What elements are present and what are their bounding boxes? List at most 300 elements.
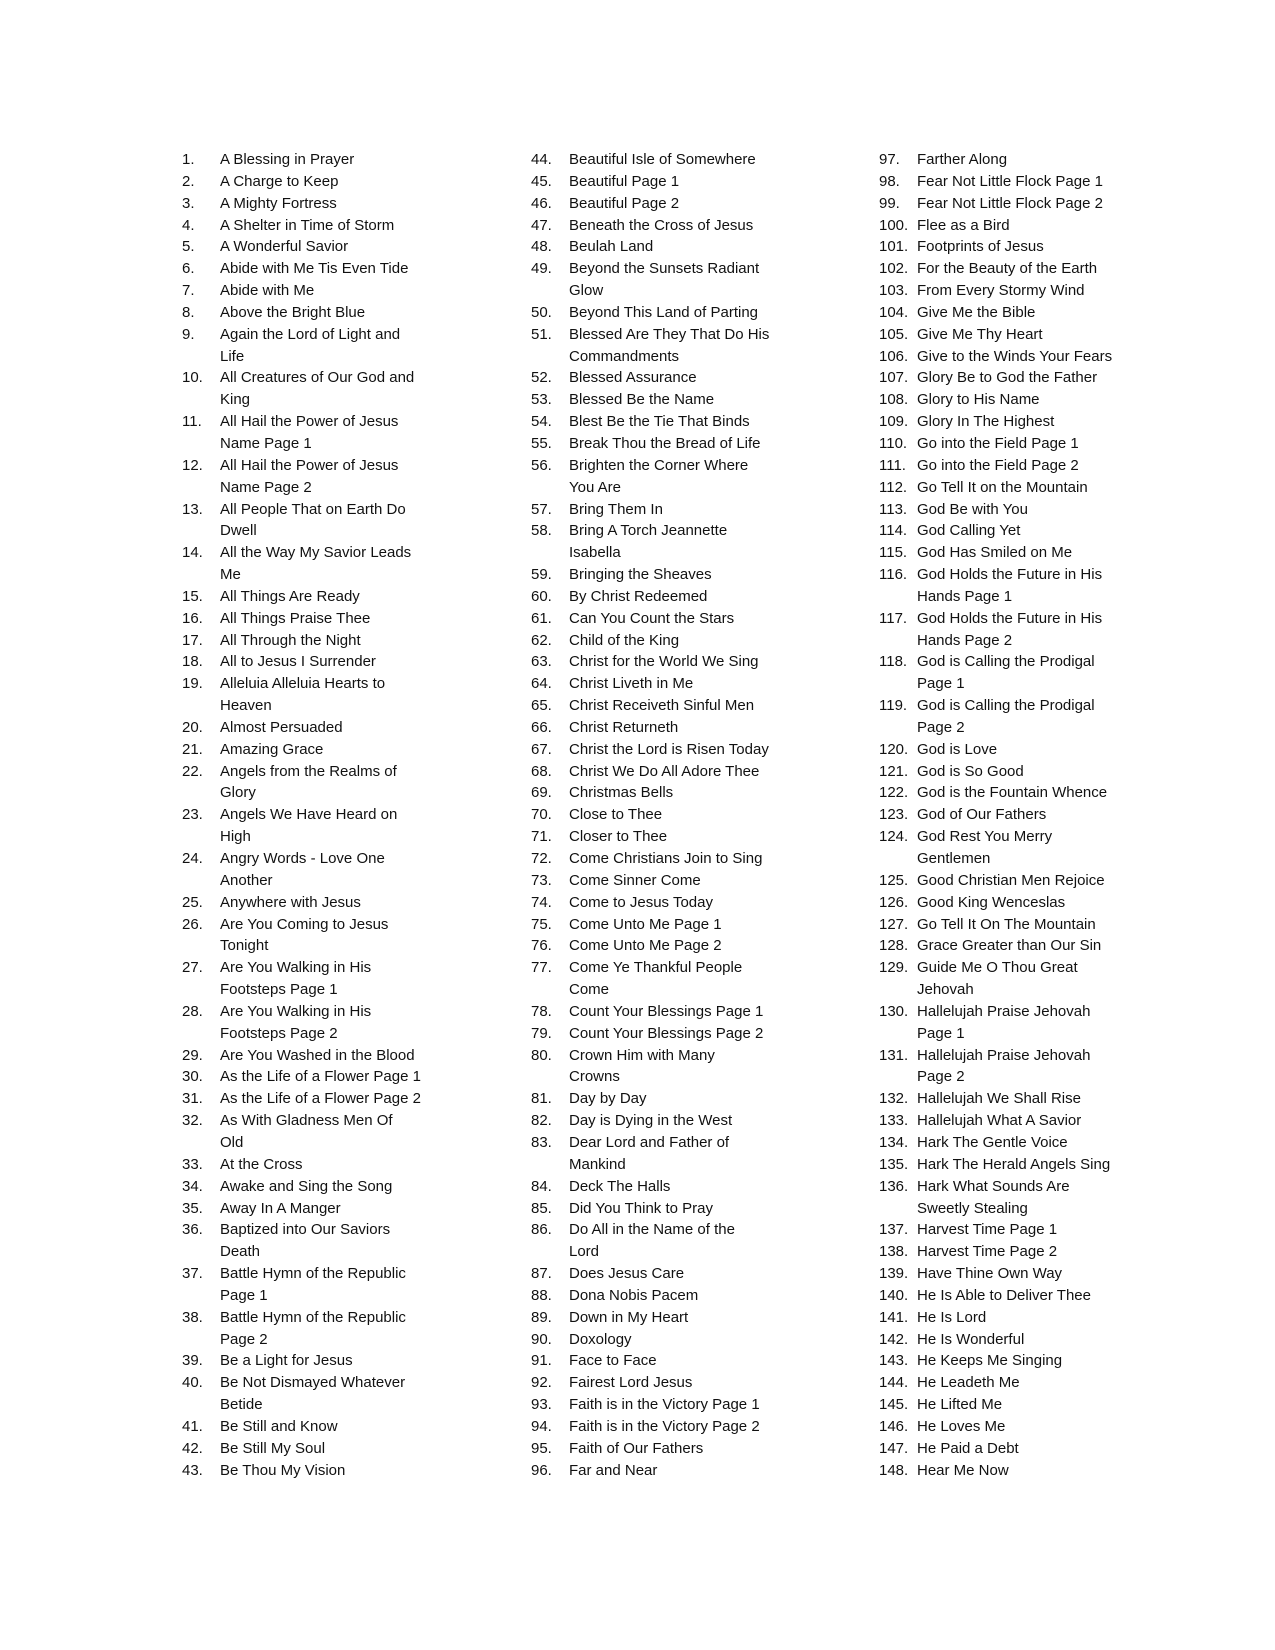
hymn-number: 101. — [879, 238, 909, 256]
hymn-number: 60. — [531, 587, 552, 605]
hymn-title-line: Fear Not Little Flock Page 1 — [917, 172, 1103, 190]
hymn-entry — [879, 1241, 1209, 1263]
hymn-number: 61. — [531, 609, 552, 627]
hymn-number: 89. — [531, 1308, 552, 1326]
hymn-number: 104. — [879, 303, 909, 321]
hymn-title-line: For the Beauty of the Earth — [917, 260, 1098, 278]
hymn-entry — [182, 236, 512, 258]
hymn-entry — [879, 1263, 1209, 1285]
hymn-title-line: Page 1 — [220, 1286, 268, 1304]
hymn-entry — [531, 193, 861, 215]
hymn-title-line: God is So Good — [917, 762, 1024, 780]
hymn-title-line: Hark The Gentle Voice — [917, 1133, 1068, 1151]
hymn-entry — [879, 782, 1209, 804]
hymn-title-line: Christ Liveth in Me — [569, 675, 694, 693]
hymn-entry — [531, 564, 861, 586]
hymn-number: 141. — [879, 1308, 909, 1326]
hymn-entry — [879, 302, 1209, 324]
hymn-number: 118. — [879, 653, 908, 671]
hymn-title-line: Tonight — [220, 937, 269, 955]
hymn-entry — [879, 389, 1209, 411]
hymn-number: 111. — [879, 456, 906, 474]
hymn-number: 53. — [531, 391, 552, 409]
hymn-entry — [531, 1307, 861, 1329]
hymn-title-line: Hallelujah What A Savior — [917, 1112, 1082, 1130]
hymn-number: 45. — [531, 172, 552, 190]
hymn-entry — [879, 477, 1209, 499]
hymn-number: 24. — [182, 850, 203, 867]
hymn-title-line: Faith is in the Victory Page 2 — [569, 1417, 760, 1435]
hymn-entry — [182, 455, 512, 499]
hymn-entry — [879, 957, 1209, 1001]
hymn-number: 99. — [879, 194, 900, 212]
hymn-entry — [182, 1176, 512, 1198]
hymn-entry — [182, 215, 512, 237]
hymn-number: 2. — [182, 172, 195, 190]
hymn-entry — [182, 1198, 512, 1220]
hymn-number: 16. — [182, 609, 203, 627]
hymn-title-line: Blessed Assurance — [569, 369, 697, 387]
hymn-number: 130. — [879, 1002, 909, 1020]
hymn-title-line: Isabella — [569, 544, 621, 562]
hymn-title-line: A Charge to Keep — [220, 172, 339, 190]
hymn-title-line: Page 1 — [917, 675, 965, 693]
hymn-title-line: Name Page 2 — [220, 478, 312, 496]
hymn-title-line: Jehovah — [917, 981, 974, 999]
hymn-title-line: Faith is in the Victory Page 1 — [569, 1396, 760, 1414]
hymn-entry — [879, 1045, 1209, 1089]
hymn-entry — [531, 1132, 861, 1176]
hymn-number: 114. — [879, 522, 908, 540]
hymn-entry — [531, 957, 861, 1001]
hymn-title-line: Angels from the Realms of — [220, 762, 397, 780]
hymn-number: 43. — [182, 1461, 203, 1479]
hymn-title-line: As With Gladness Men Of — [220, 1112, 393, 1130]
hymn-entry — [182, 608, 512, 630]
hymn-title-line: God Holds the Future in His — [917, 609, 1103, 627]
hymn-entry — [531, 1438, 861, 1460]
hymn-title-line: Good King Wenceslas — [917, 893, 1066, 911]
hymn-title-line: As the Life of a Flower Page 1 — [220, 1068, 421, 1086]
hymn-number: 46. — [531, 194, 552, 212]
hymn-title-line: Christ the Lord is Risen Today — [569, 740, 769, 758]
hymn-title-line: A Wonderful Savior — [220, 238, 349, 256]
hymn-number: 77. — [531, 959, 552, 977]
hymn-title-line: Guide Me O Thou Great — [917, 959, 1078, 977]
hymn-title-line: At the Cross — [220, 1155, 303, 1173]
hymn-entry — [531, 1394, 861, 1416]
hymn-title-line: Brighten the Corner Where — [569, 456, 749, 474]
hymn-title-line: From Every Stormy Wind — [917, 282, 1085, 300]
hymn-number: 37. — [182, 1265, 203, 1283]
hymn-title-line: Glory In The Highest — [917, 413, 1055, 431]
hymn-number: 74. — [531, 893, 552, 911]
hymn-entry — [182, 761, 512, 805]
hymn-number: 34. — [182, 1177, 203, 1195]
hymn-number: 26. — [182, 915, 203, 933]
hymn-number: 76. — [531, 937, 552, 955]
hymn-entry — [531, 1285, 861, 1307]
hymn-entry — [531, 673, 861, 695]
hymn-title-line: Away In A Manger — [220, 1199, 341, 1217]
hymn-number: 108. — [879, 391, 909, 409]
hymn-title-line: Beyond the Sunsets Radiant — [569, 260, 760, 278]
hymn-title-line: He Is Lord — [917, 1308, 987, 1326]
hymn-number: 100. — [879, 216, 909, 234]
hymn-title-line: Child of the King — [569, 631, 680, 649]
hymn-title-line: Are You Walking in His — [220, 959, 372, 977]
hymn-entry — [182, 1088, 512, 1110]
hymn-title-line: Another — [220, 871, 273, 889]
hymn-title-line: All the Way My Savior Leads — [220, 544, 412, 562]
hymn-number: 42. — [182, 1439, 203, 1457]
hymn-entry — [879, 542, 1209, 564]
hymn-entry — [531, 433, 861, 455]
hymn-title-line: He Paid a Debt — [917, 1439, 1019, 1457]
hymn-entry — [879, 149, 1209, 171]
hymn-number: 40. — [182, 1374, 203, 1392]
hymn-number: 120. — [879, 740, 909, 758]
hymn-title-line: Me — [220, 566, 241, 584]
hymn-title-line: Dwell — [220, 522, 257, 540]
hymn-title-line: Come Christians Join to Sing — [569, 850, 763, 867]
hymn-title-line: Closer to Thee — [569, 828, 668, 846]
hymn-number: 13. — [182, 500, 203, 518]
hymn-number: 14. — [182, 544, 203, 562]
hymn-title-line: Crown Him with Many — [569, 1046, 715, 1064]
hymn-number: 132. — [879, 1090, 909, 1108]
hymn-number: 12. — [182, 456, 203, 474]
hymn-title-line: Hear Me Now — [917, 1461, 1009, 1479]
hymn-number: 135. — [879, 1155, 909, 1173]
hymn-entry — [531, 914, 861, 936]
hymn-number: 127. — [879, 915, 909, 933]
hymn-number: 147. — [879, 1439, 909, 1457]
hymn-number: 133. — [879, 1112, 909, 1130]
hymn-entry — [879, 411, 1209, 433]
hymn-title-line: By Christ Redeemed — [569, 587, 708, 605]
hymn-title-line: Be Not Dismayed Whatever — [220, 1374, 406, 1392]
hymn-number: 10. — [182, 369, 203, 387]
hymn-entry — [879, 1307, 1209, 1329]
hymn-title-line: Be Still and Know — [220, 1417, 338, 1435]
hymn-number: 65. — [531, 697, 552, 715]
hymn-number: 17. — [182, 631, 203, 649]
hymn-number: 28. — [182, 1002, 203, 1020]
hymn-title-line: Name Page 1 — [220, 434, 312, 452]
hymn-entry — [879, 1416, 1209, 1438]
hymn-number: 35. — [182, 1199, 203, 1217]
hymn-entry — [531, 258, 861, 302]
hymn-title-line: Day by Day — [569, 1090, 647, 1108]
hymn-title-line: Glow — [569, 282, 604, 300]
hymn-title-line: God of Our Fathers — [917, 806, 1047, 824]
hymn-number: 115. — [879, 544, 908, 562]
hymn-title-line: Hands Page 2 — [917, 631, 1013, 649]
hymn-title-line: A Shelter in Time of Storm — [220, 216, 395, 234]
hymn-number: 107. — [879, 369, 909, 387]
hymn-number: 84. — [531, 1177, 552, 1195]
hymn-title-line: Angels We Have Heard on — [220, 806, 398, 824]
hymn-entry — [879, 367, 1209, 389]
hymn-number: 93. — [531, 1396, 552, 1414]
hymn-entry — [182, 302, 512, 324]
hymn-entry — [879, 1154, 1209, 1176]
hymn-entry — [182, 1110, 512, 1154]
hymn-title-line: Do All in the Name of the — [569, 1221, 735, 1239]
hymn-number: 70. — [531, 806, 552, 824]
hymn-number: 73. — [531, 871, 552, 889]
hymn-number: 129. — [879, 959, 909, 977]
hymn-number: 113. — [879, 500, 908, 518]
hymn-title-line: Faith of Our Fathers — [569, 1439, 704, 1457]
hymn-title-line: Come Ye Thankful People — [569, 959, 743, 977]
hymn-entry — [182, 324, 512, 368]
hymn-entry — [182, 1460, 512, 1482]
hymn-number: 8. — [182, 303, 195, 321]
hymn-title-line: Glory — [220, 784, 256, 802]
hymn-title-line: Go into the Field Page 1 — [917, 434, 1079, 452]
hymn-entry — [531, 411, 861, 433]
hymn-entry — [531, 935, 861, 957]
hymn-number: 20. — [182, 718, 203, 736]
hymn-number: 102. — [879, 260, 909, 278]
hymn-number: 9. — [182, 325, 195, 343]
hymn-title-line: Christ Returneth — [569, 718, 679, 736]
hymn-number: 97. — [879, 151, 900, 168]
hymn-entry — [879, 1088, 1209, 1110]
hymn-title-line: As the Life of a Flower Page 2 — [220, 1090, 421, 1108]
hymn-number: 3. — [182, 194, 195, 212]
hymn-entry — [531, 1001, 861, 1023]
hymn-entry — [531, 1045, 861, 1089]
hymn-title-line: All Through the Night — [220, 631, 361, 649]
hymn-entry — [531, 367, 861, 389]
hymn-title-line: Alleluia Alleluia Hearts to — [220, 675, 386, 693]
hymn-number: 138. — [879, 1243, 909, 1261]
hymn-title-line: Death — [220, 1243, 261, 1261]
hymn-number: 82. — [531, 1112, 552, 1130]
hymn-entry — [182, 804, 512, 848]
hymn-number: 140. — [879, 1286, 909, 1304]
hymn-entry — [531, 695, 861, 717]
hymn-title-line: Hallelujah We Shall Rise — [917, 1090, 1081, 1108]
hymn-entry — [531, 739, 861, 761]
hymn-title-line: Dear Lord and Father of — [569, 1133, 730, 1151]
hymn-title-line: Break Thou the Bread of Life — [569, 434, 761, 452]
hymn-entry — [879, 1219, 1209, 1241]
hymn-title-line: Beulah Land — [569, 238, 654, 256]
hymn-title-line: Be a Light for Jesus — [220, 1352, 353, 1370]
hymn-number: 38. — [182, 1308, 203, 1326]
hymn-number: 55. — [531, 434, 552, 452]
hymn-entry — [531, 520, 861, 564]
hymn-number: 4. — [182, 216, 195, 234]
hymn-title-line: Anywhere with Jesus — [220, 893, 361, 911]
hymn-number: 125. — [879, 871, 909, 889]
hymn-number: 145. — [879, 1396, 909, 1414]
hymn-entry — [182, 630, 512, 652]
hymn-title-line: Life — [220, 347, 245, 365]
hymn-entry — [531, 1023, 861, 1045]
hymn-entry — [879, 280, 1209, 302]
hymn-entry — [182, 848, 512, 892]
hymn-entry — [182, 1438, 512, 1460]
hymn-number: 23. — [182, 806, 203, 824]
hymn-entry — [879, 1372, 1209, 1394]
hymn-title-line: Crowns — [569, 1068, 620, 1086]
hymn-title-line: A Blessing in Prayer — [220, 151, 355, 168]
hymn-title-line: God is the Fountain Whence — [917, 784, 1108, 802]
hymn-entry — [182, 892, 512, 914]
hymn-title-line: Day is Dying in the West — [569, 1112, 733, 1130]
hymn-title-line: Can You Count the Stars — [569, 609, 735, 627]
hymn-entry — [879, 324, 1209, 346]
hymn-entry — [182, 149, 512, 171]
hymn-title-line: Bring A Torch Jeannette — [569, 522, 728, 540]
hymn-title-line: He Is Able to Deliver Thee — [917, 1286, 1091, 1304]
hymn-title-line: Come — [569, 981, 610, 999]
hymn-number: 7. — [182, 282, 195, 300]
hymn-entry — [182, 542, 512, 586]
hymn-title-line: Blessed Are They That Do His — [569, 325, 770, 343]
hymn-entry — [531, 586, 861, 608]
hymn-number: 106. — [879, 347, 909, 365]
hymn-number: 112. — [879, 478, 908, 496]
hymn-title-line: Battle Hymn of the Republic — [220, 1265, 406, 1283]
hymn-number: 86. — [531, 1221, 552, 1239]
hymn-entry — [182, 717, 512, 739]
hymn-entry — [531, 499, 861, 521]
hymn-entry — [182, 914, 512, 958]
hymn-title-line: Bring Them In — [569, 500, 663, 518]
hymn-entry — [531, 804, 861, 826]
hymn-entry — [531, 1372, 861, 1394]
hymn-number: 41. — [182, 1417, 203, 1435]
hymn-entry — [182, 651, 512, 673]
hymn-title-line: God Has Smiled on Me — [917, 544, 1073, 562]
hymn-title-line: Did You Think to Pray — [569, 1199, 713, 1217]
hymn-title-line: Sweetly Stealing — [917, 1199, 1028, 1217]
hymn-entry — [879, 564, 1209, 608]
hymn-entry — [879, 258, 1209, 280]
hymn-entry — [531, 848, 861, 870]
hymn-title-line: Above the Bright Blue — [220, 303, 366, 321]
hymn-entry — [182, 739, 512, 761]
hymn-entry — [182, 258, 512, 280]
hymn-title-line: All Things Praise Thee — [220, 609, 371, 627]
hymn-entry — [531, 302, 861, 324]
hymn-title-line: All Hail the Power of Jesus — [220, 456, 399, 474]
hymn-title-line: Awake and Sing the Song — [220, 1177, 393, 1195]
hymn-title-line: All Hail the Power of Jesus — [220, 413, 399, 431]
hymn-number: 62. — [531, 631, 552, 649]
hymn-title-line: Page 2 — [917, 1068, 965, 1086]
hymn-entry — [879, 455, 1209, 477]
hymn-entry — [879, 651, 1209, 695]
hymn-title-line: Almost Persuaded — [220, 718, 343, 736]
hymn-number: 98. — [879, 172, 900, 190]
hymn-entry — [879, 433, 1209, 455]
hymn-entry — [879, 1001, 1209, 1045]
hymn-entry — [531, 171, 861, 193]
hymn-entry — [879, 1176, 1209, 1220]
hymn-title-line: God Be with You — [917, 500, 1028, 518]
hymn-title-line: All Creatures of Our God and — [220, 369, 415, 387]
hymn-entry — [879, 1132, 1209, 1154]
hymn-title-line: Blest Be the Tie That Binds — [569, 413, 750, 431]
hymn-entry — [531, 630, 861, 652]
hymn-number: 136. — [879, 1177, 909, 1195]
hymn-entry — [531, 215, 861, 237]
hymn-number: 81. — [531, 1090, 552, 1108]
hymn-title-line: God Holds the Future in His — [917, 566, 1103, 584]
hymn-title-line: Betide — [220, 1396, 263, 1414]
hymn-number: 96. — [531, 1461, 552, 1479]
hymn-title-line: Hands Page 1 — [917, 587, 1013, 605]
hymn-number: 22. — [182, 762, 203, 780]
hymn-title-line: Footsteps Page 1 — [220, 981, 338, 999]
hymn-entry — [879, 215, 1209, 237]
hymn-number: 137. — [879, 1221, 909, 1239]
hymn-title-line: God Rest You Merry — [917, 828, 1053, 846]
hymn-number: 52. — [531, 369, 552, 387]
hymn-number: 19. — [182, 675, 203, 693]
hymn-title-line: Dona Nobis Pacem — [569, 1286, 699, 1304]
hymn-title-line: Fairest Lord Jesus — [569, 1374, 693, 1392]
hymn-title-line: Give Me Thy Heart — [917, 325, 1043, 343]
hymn-entry — [531, 608, 861, 630]
hymn-entry — [879, 892, 1209, 914]
hymn-title-line: Bringing the Sheaves — [569, 566, 712, 584]
hymn-number: 56. — [531, 456, 552, 474]
hymn-title-line: Beautiful Page 2 — [569, 194, 680, 212]
hymn-number: 90. — [531, 1330, 552, 1348]
hymn-entry — [879, 1329, 1209, 1351]
hymn-number: 146. — [879, 1417, 909, 1435]
hymn-entry — [182, 1066, 512, 1088]
hymn-number: 1. — [182, 151, 195, 168]
hymn-column-1 — [182, 149, 512, 1481]
hymn-title-line: Farther Along — [917, 151, 1008, 168]
hymn-entry — [879, 761, 1209, 783]
hymn-number: 49. — [531, 260, 552, 278]
hymn-number: 69. — [531, 784, 552, 802]
hymn-title-line: God is Love — [917, 740, 998, 758]
hymn-number: 94. — [531, 1417, 552, 1435]
hymn-title-line: Fear Not Little Flock Page 2 — [917, 194, 1103, 212]
hymn-entry — [531, 1350, 861, 1372]
hymn-title-line: Beneath the Cross of Jesus — [569, 216, 754, 234]
hymn-number: 21. — [182, 740, 203, 758]
hymn-number: 139. — [879, 1265, 909, 1283]
hymn-title-line: Blessed Be the Name — [569, 391, 715, 409]
hymn-number: 134. — [879, 1133, 909, 1151]
hymn-number: 103. — [879, 282, 909, 300]
hymn-title-line: Page 2 — [917, 718, 965, 736]
hymn-number: 72. — [531, 850, 552, 867]
hymn-entry — [879, 346, 1209, 368]
hymn-number: 123. — [879, 806, 909, 824]
hymn-number: 25. — [182, 893, 203, 911]
hymn-title-line: Abide with Me Tis Even Tide — [220, 260, 409, 278]
hymn-title-line: Flee as a Bird — [917, 216, 1010, 234]
hymn-title-line: Glory to His Name — [917, 391, 1040, 409]
hymn-number: 15. — [182, 587, 203, 605]
hymn-title-line: Gentlemen — [917, 850, 991, 867]
hymn-entry — [182, 1219, 512, 1263]
hymn-title-line: Beautiful Page 1 — [569, 172, 680, 190]
